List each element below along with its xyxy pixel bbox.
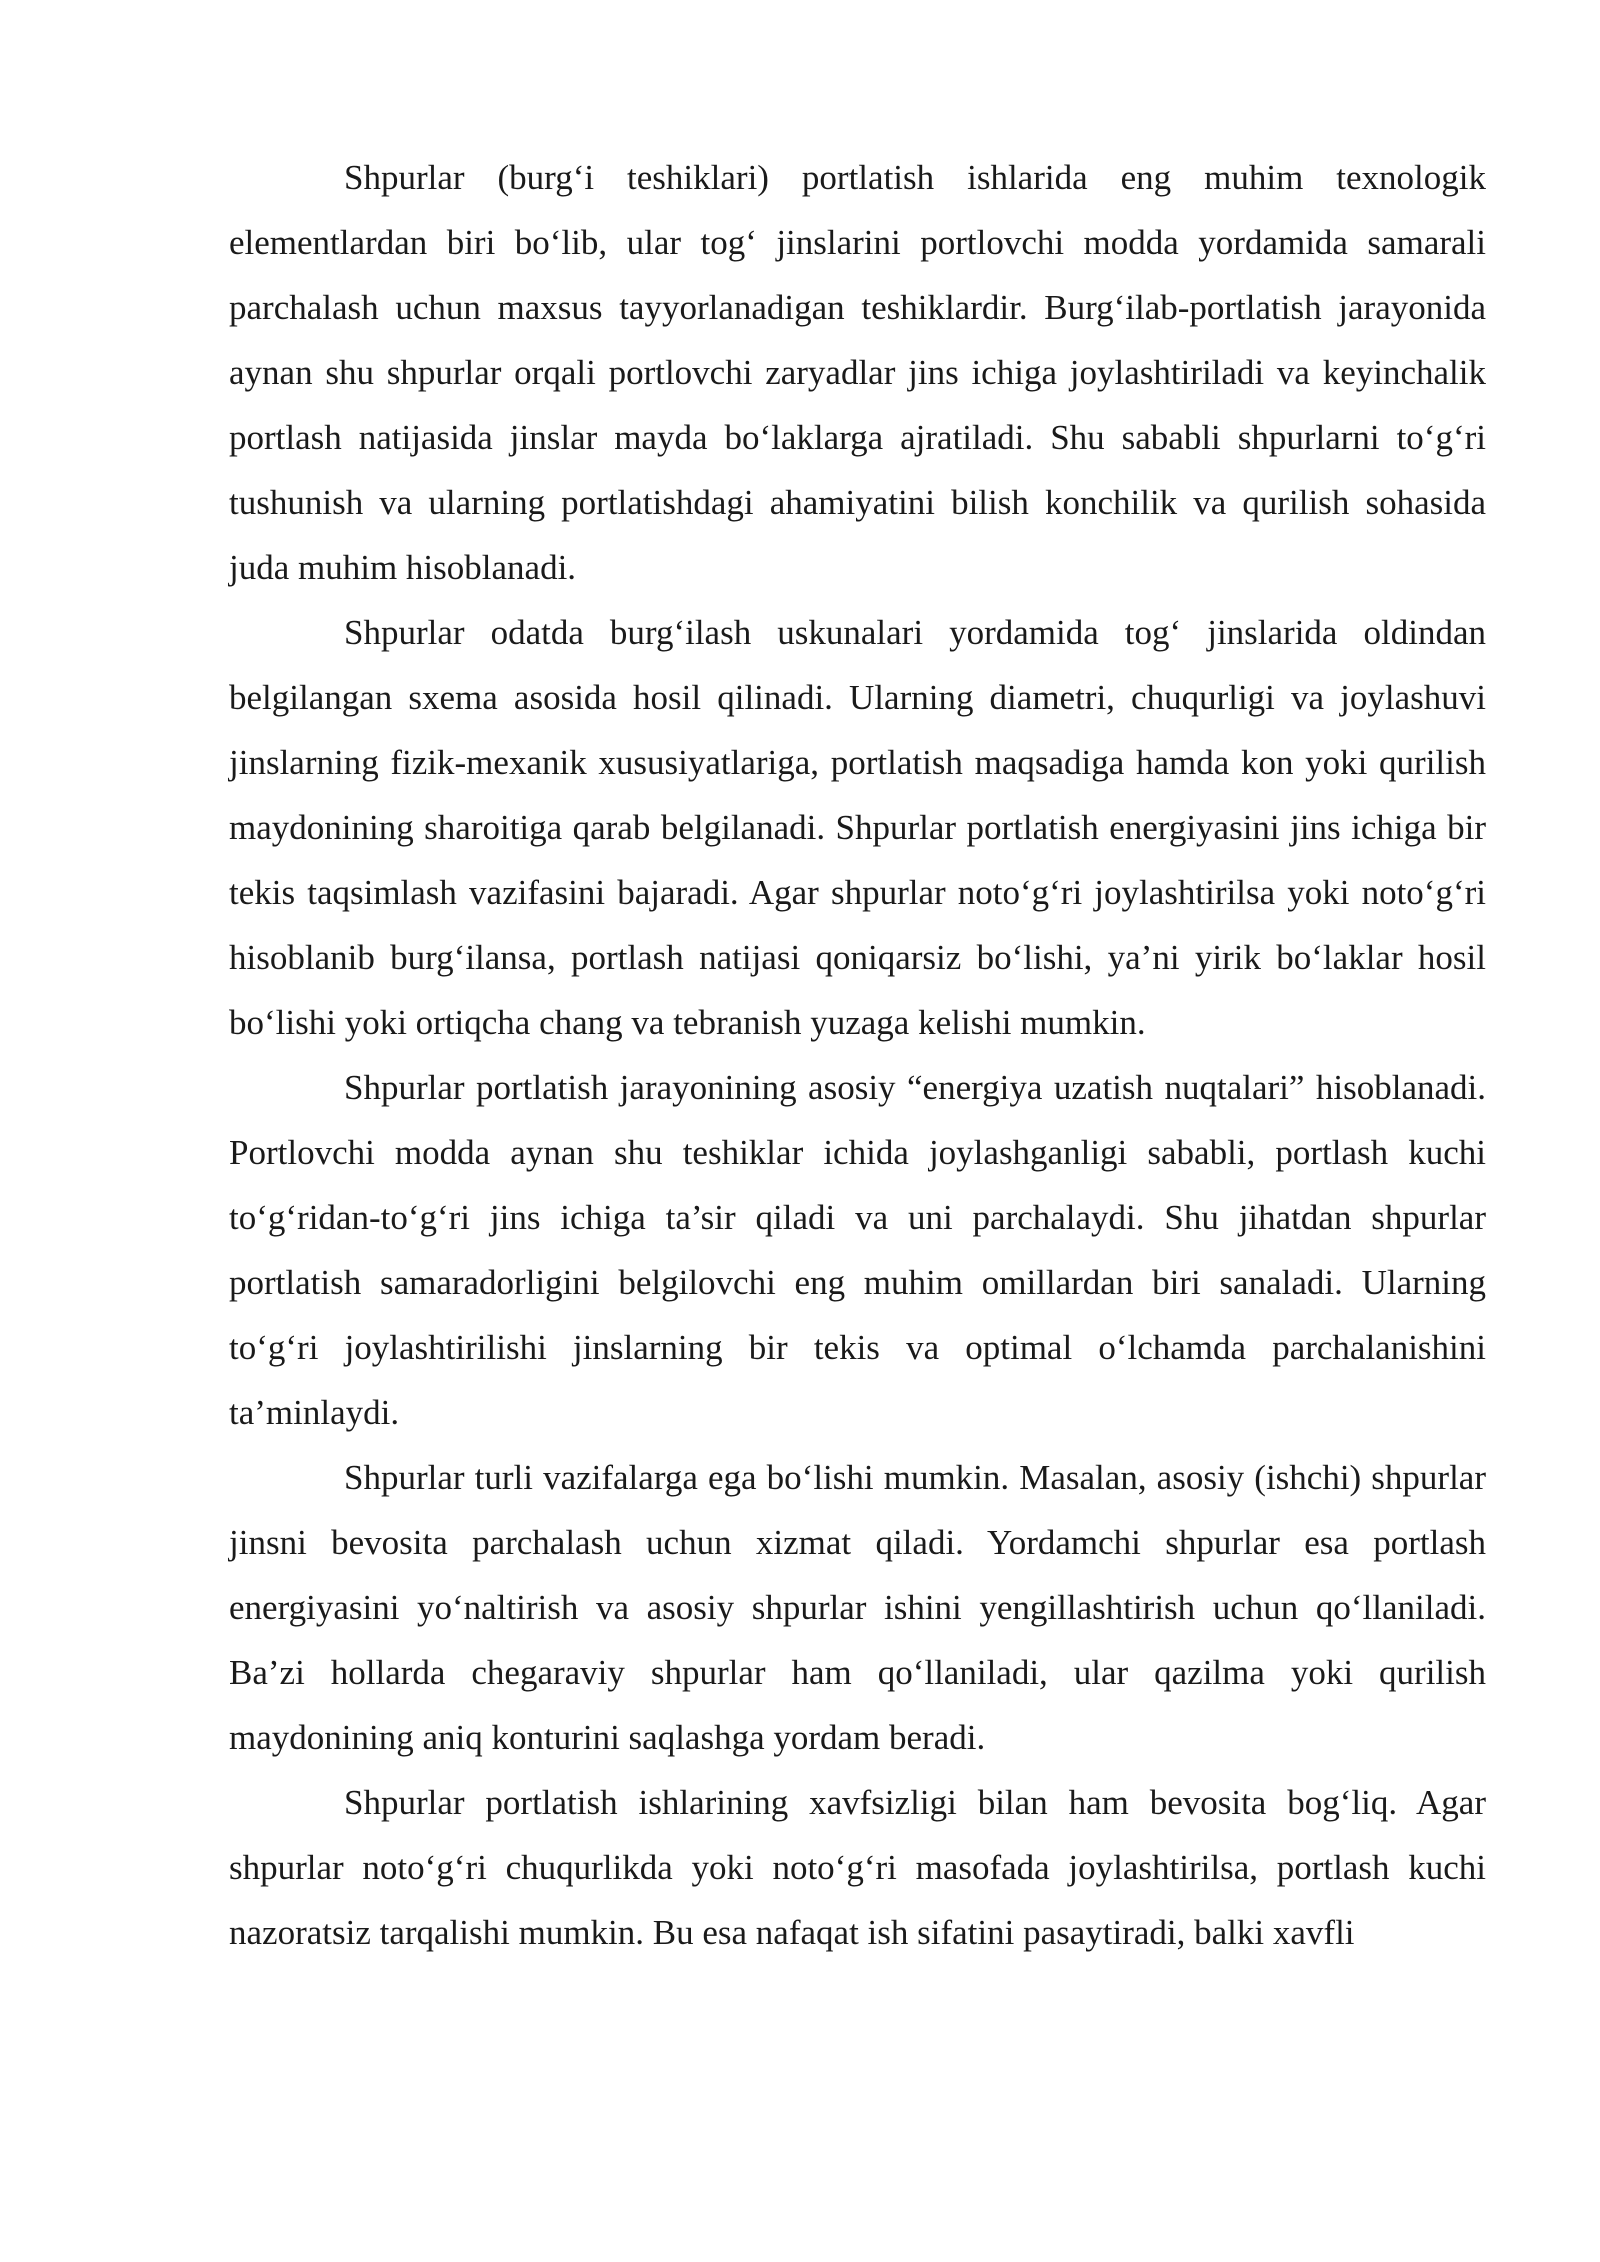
paragraph-2: Shpurlar odatda burg‘ilash uskunalari yordamida tog‘ jinslarida oldindan belgilangan sxema asosida hosil qilinadi. Ularning diametri, chuqurligi va joylashuvi jinslarning fizik-mexanik xususiyatlariga, portlatish maqsadiga hamda kon yoki qurilish maydonining sharoitiga qarab belgilanadi. Shpurlar portlatish energiyasini jins ichiga bir tekis taqsimlash vazifasini bajaradi. Agar shpurlar noto‘g‘ri joylashtirilsa yoki noto‘g‘ri hisoblanib burg‘ilansa, portlash natijasi qoniqarsiz bo‘lishi, ya’ni yirik bo‘laklar hosil bo‘lishi yoki ortiqcha chang va tebranish yuzaga kelishi mumkin.	[229, 613, 1486, 1042]
paragraph-1: Shpurlar (burg‘i teshiklari) portlatish ishlarida eng muhim texnologik elementlardan biri bo‘lib, ular tog‘ jinslarini portlovchi modda yordamida samarali parchalash uchun maxsus tayyorlanadigan teshiklardir. Burg‘ilab-portlatish jarayonida aynan shu shpurlar orqali portlovchi zaryadlar jins ichiga joylashtiriladi va keyinchalik portlash natijasida jinslar mayda bo‘laklarga ajratiladi. Shu sababli shpurlarni to‘g‘ri tushunish va ularning portlatishdagi ahamiyatini bilish konchilik va qurilish sohasida juda muhim hisoblanadi.	[229, 158, 1486, 587]
paragraph-5: Shpurlar portlatish ishlarining xavfsizligi bilan ham bevosita bog‘liq. Agar shpurlar noto‘g‘ri chuqurlikda yoki noto‘g‘ri masofada joylashtirilsa, portlash kuchi nazoratsiz tarqalishi mumkin. Bu esa nafaqat ish sifatini pasaytiradi, balki xavfli	[229, 1783, 1486, 1952]
document-body	[229, 145, 1486, 1965]
paragraph-4: Shpurlar turli vazifalarga ega bo‘lishi mumkin. Masalan, asosiy (ishchi) shpurlar jinsni bevosita parchalash uchun xizmat qiladi. Yordamchi shpurlar esa portlash energiyasini yo‘naltirish va asosiy shpurlar ishini yengillashtirish uchun qo‘llaniladi. Ba’zi hollarda chegaraviy shpurlar ham qo‘llaniladi, ular qazilma yoki qurilish maydonining aniq konturini saqlashga yordam beradi.	[229, 1458, 1486, 1757]
paragraph-3: Shpurlar portlatish jarayonining asosiy “energiya uzatish nuqtalari” hisoblanadi. Portlovchi modda aynan shu teshiklar ichida joylashganligi sababli, portlash kuchi to‘g‘ridan-to‘g‘ri jins ichiga ta’sir qiladi va uni parchalaydi. Shu jihatdan shpurlar portlatish samaradorligini belgilovchi eng muhim omillardan biri sanaladi. Ularning to‘g‘ri joylashtirilishi jinslarning bir tekis va optimal o‘lchamda parchalanishini ta’minlaydi.	[229, 1068, 1486, 1432]
